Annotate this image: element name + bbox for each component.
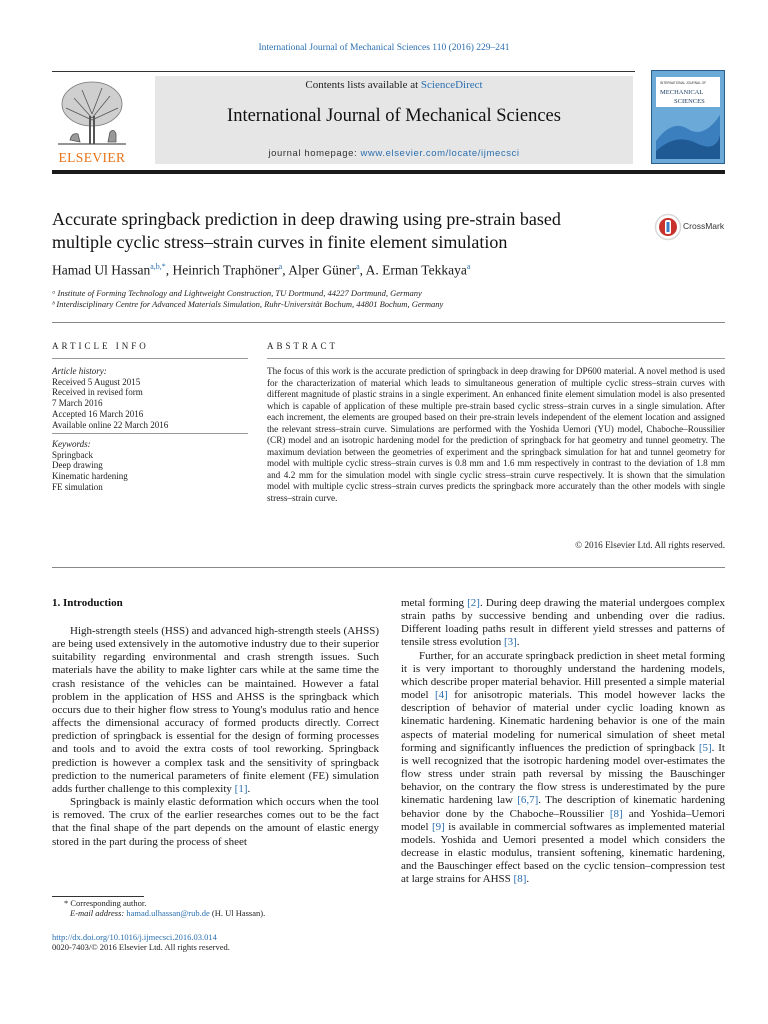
cover-top-text: INTERNATIONAL JOURNAL OF xyxy=(660,81,707,85)
contents-line xyxy=(155,79,633,91)
article-title-line-2: multiple cyclic stress–strain curves in finite element simulation xyxy=(52,232,508,252)
keyword-item: FE simulation xyxy=(52,481,103,492)
journal-homepage xyxy=(155,148,633,159)
history-item: Accepted 16 March 2016 xyxy=(52,408,144,419)
keywords xyxy=(52,439,248,493)
body-column-left xyxy=(52,625,379,849)
crossmark-label[interactable]: CrossMark xyxy=(683,221,725,231)
keyword-item: Springback xyxy=(52,449,93,460)
author-4-affil[interactable]: a xyxy=(466,262,471,271)
email-suffix: (H. Ul Hassan). xyxy=(209,908,266,918)
paragraph-text: . It is well recognized that the isotropic hardening model over-estimates the flow stress under strain path reversal by missing the Bauschinger behavior, on the contrary the flow stress is underestimated by the pure kinematic hardening law xyxy=(401,741,725,807)
article-title-line-1: Accurate springback prediction in deep drawing using pre-strain based xyxy=(52,209,561,229)
history-item: Received 5 August 2015 xyxy=(52,376,141,387)
body-paragraph xyxy=(401,597,725,650)
elsevier-wordmark: ELSEVIER xyxy=(58,150,126,165)
paragraph-text: . xyxy=(516,636,520,649)
author-3-affil[interactable]: a xyxy=(356,262,360,271)
paragraph-text: . xyxy=(247,782,251,795)
journal-citation[interactable]: International Journal of Mechanical Sciences 110 (2016) 229–241 xyxy=(258,43,510,53)
reference-link[interactable]: [2] xyxy=(467,597,480,609)
journal-cover-thumbnail[interactable] xyxy=(651,70,725,164)
history-label: Article history: xyxy=(52,366,107,376)
homepage-link[interactable]: www.elsevier.com/locate/ijmecsci xyxy=(360,148,520,159)
header-rule-top xyxy=(52,71,635,72)
email-link[interactable]: hamad.ulhassan@rub.de xyxy=(126,908,210,918)
author-sep: , xyxy=(282,262,289,278)
sciencedirect-link[interactable]: ScienceDirect xyxy=(420,79,483,91)
author-1-affil[interactable]: a,b,* xyxy=(150,262,166,271)
title-divider xyxy=(52,322,725,323)
abstract-divider xyxy=(52,567,725,568)
author-2-affil[interactable]: a xyxy=(278,262,283,271)
author-2[interactable]: Heinrich Traphöner xyxy=(172,262,279,278)
reference-link[interactable]: [3] xyxy=(503,636,517,649)
abstract-heading: ABSTRACT xyxy=(267,341,339,351)
reference-link[interactable]: [4] xyxy=(434,689,448,702)
author-4[interactable]: A. Erman Tekkaya xyxy=(365,262,467,278)
author-sep: , xyxy=(165,262,173,278)
keyword-item: Kinematic hardening xyxy=(52,471,128,482)
reference-link[interactable]: [1] xyxy=(234,782,248,795)
corresponding-author-note: * Corresponding author. xyxy=(64,898,147,908)
author-1[interactable]: Hamad Ul Hassan xyxy=(52,262,151,278)
reference-link[interactable]: [8] xyxy=(513,873,527,886)
article-info-heading: ARTICLE INFO xyxy=(52,341,149,351)
history-item: 7 March 2016 xyxy=(52,398,103,409)
reference-link[interactable]: [9] xyxy=(431,820,445,833)
homepage-prefix: journal homepage: xyxy=(268,148,361,159)
keywords-rule xyxy=(52,433,248,434)
doi-link[interactable]: http://dx.doi.org/10.1016/j.ijmecsci.2016.03.014 xyxy=(52,932,217,942)
email-footnote xyxy=(70,908,265,918)
body-column-right xyxy=(401,597,725,886)
paragraph-text: is available in commercial softwares as implemented material models. Yoshida and Uemori presented a model which considers the decrease in elastic modulus, transient softening, kinematic hardening, and the Bauschinger effect based on the cyclic tension–compression test at large strains for AHSS xyxy=(401,820,725,886)
body-paragraph: Springback is mainly elastic deformation which occurs when the tool is removed. The crux of the earlier researches comes out to be the fact that the final shape of the part depends on the amount of elastic energy stored in the part during the process of sheet xyxy=(52,796,379,848)
body-paragraph xyxy=(401,650,725,887)
issn-copyright: 0020-7403/© 2016 Elsevier Ltd. All rights reserved. xyxy=(52,942,230,952)
body-paragraph xyxy=(52,625,379,796)
history-item: Available online 22 March 2016 xyxy=(52,419,169,430)
paragraph-text: Further, for an accurate springback prediction in sheet metal forming it is very important to thoroughly understand the hardening models, which describe proper material behavior. Hill presented a simple material model xyxy=(401,649,725,702)
keyword-item: Deep drawing xyxy=(52,460,103,471)
contents-prefix: Contents lists available at xyxy=(305,79,421,91)
journal-title: International Journal of Mechanical Sciences xyxy=(227,106,561,126)
footnote-rule xyxy=(52,896,144,897)
paragraph-text: . During deep drawing the material undergoes complex strain paths by successive bending and unbending over die radius. Different loading paths result in different yield stresses and patterns of tensile stress evolution xyxy=(401,597,725,649)
cover-mid-text: MECHANICAL xyxy=(660,89,704,96)
affiliation-b: ᵇ Interdisciplinary Centre for Advanced Materials Simulation, Ruhr-Universität Bochum, 44801 Bochum, Germany xyxy=(52,299,444,309)
cover-bot-text: SCIENCES xyxy=(674,98,705,105)
abstract-text: The focus of this work is the accurate prediction of springback in deep drawing for DP600 material. A novel method is used for the characterization of material which leads to simultaneous generation of multiple cyclic stress–strain curves with different magnitude of plastic strains in a single experiment. An enhanced finite element simulation model is also presented which is capable of application of these multiple pre-strain based cyclic stress–strain curves in a single simulation. After each increment, the elements are grouped based on their pre-strain levels independent of the element location and assigned the relevant stress–strain curve. Simulations are performed with the Yoshida Uemori (YU) model, Chaboche–Roussilier (CR) model and an isotropic hardening model for the prediction of springback for hat geometry and tunnel geometry. The maximum deviation between the geometries of experiment and the springback simulation for hat and tunnel geometry for model with multiple cyclic stress–strain curves is 0.8 mm and 1.6 mm respectively in contrast to the deviation of 1.8 mm and 4.2 mm for the simulation model with single cyclic stress–strain curve respectively. It is shown that the simulation model with multiple cyclic stress–strain curves predicts the springback more accurately than the other models with single stress–strain curve. xyxy=(267,366,725,504)
paragraph-text: . xyxy=(526,873,530,886)
section-heading-introduction: 1. Introduction xyxy=(52,597,123,609)
paragraph-text: metal forming xyxy=(401,597,468,609)
abstract-rule xyxy=(267,358,725,359)
reference-link[interactable]: [6,7] xyxy=(517,794,539,807)
history-item: Received in revised form xyxy=(52,387,143,398)
paragraph-text: High-strength steels (HSS) and advanced high-strength steels (AHSS) are being used extensively in the automotive industry due to their superior suitability regarding environmental and crash strength issues. Such materials have the ability to make lighter cars while at the same time the crash resistance of the vehicles can be maintained. However a fatal problem in the application of HSS and AHSS is the springback which occurs due to their higher flow stress to Young's modulus ratio and hence affects the dimensional accuracy of formed products directly. Correct prediction of springback is essential for the design of forming processes and tools and to avoid the extra costs of tool reworking. Springback prediction is however a complex task and the sensitivity of springback prediction to the numerical parameters of finite element (FE) simulation adds further challenge to this complexity xyxy=(52,625,379,795)
paragraph-text: for anisotropic materials. This model however lacks the description of behavior of material under cyclic loading known as kinematic hardening. Kinematic hardening behavior is one of the main aspects of material modeling for numerical simulation of sheet metal forming and significantly influences the prediction of springback xyxy=(401,689,725,754)
affiliation-a: ᵃ Institute of Forming Technology and Lightweight Construction, TU Dortmund, 44227 Dortmund, Germany xyxy=(52,288,422,298)
crossmark-icon xyxy=(654,213,682,241)
author-3[interactable]: Alper Güner xyxy=(288,262,357,278)
article-history xyxy=(52,366,248,430)
paragraph-text: . The description of kinematic hardening behavior done by the Chaboche–Roussilier xyxy=(401,794,725,820)
reference-link[interactable]: [8] xyxy=(609,807,623,820)
reference-link[interactable]: [5] xyxy=(698,741,712,754)
email-label: E-mail address: xyxy=(70,908,127,918)
keywords-label: Keywords: xyxy=(52,439,91,449)
author-list xyxy=(52,262,692,279)
article-title xyxy=(52,208,642,254)
abstract-copyright: © 2016 Elsevier Ltd. All rights reserved. xyxy=(575,540,725,550)
author-sep: , xyxy=(359,262,366,278)
article-info-rule xyxy=(52,358,248,359)
header-rule-bottom xyxy=(52,170,725,174)
paragraph-text: and Yoshida–Uemori model xyxy=(401,807,726,833)
